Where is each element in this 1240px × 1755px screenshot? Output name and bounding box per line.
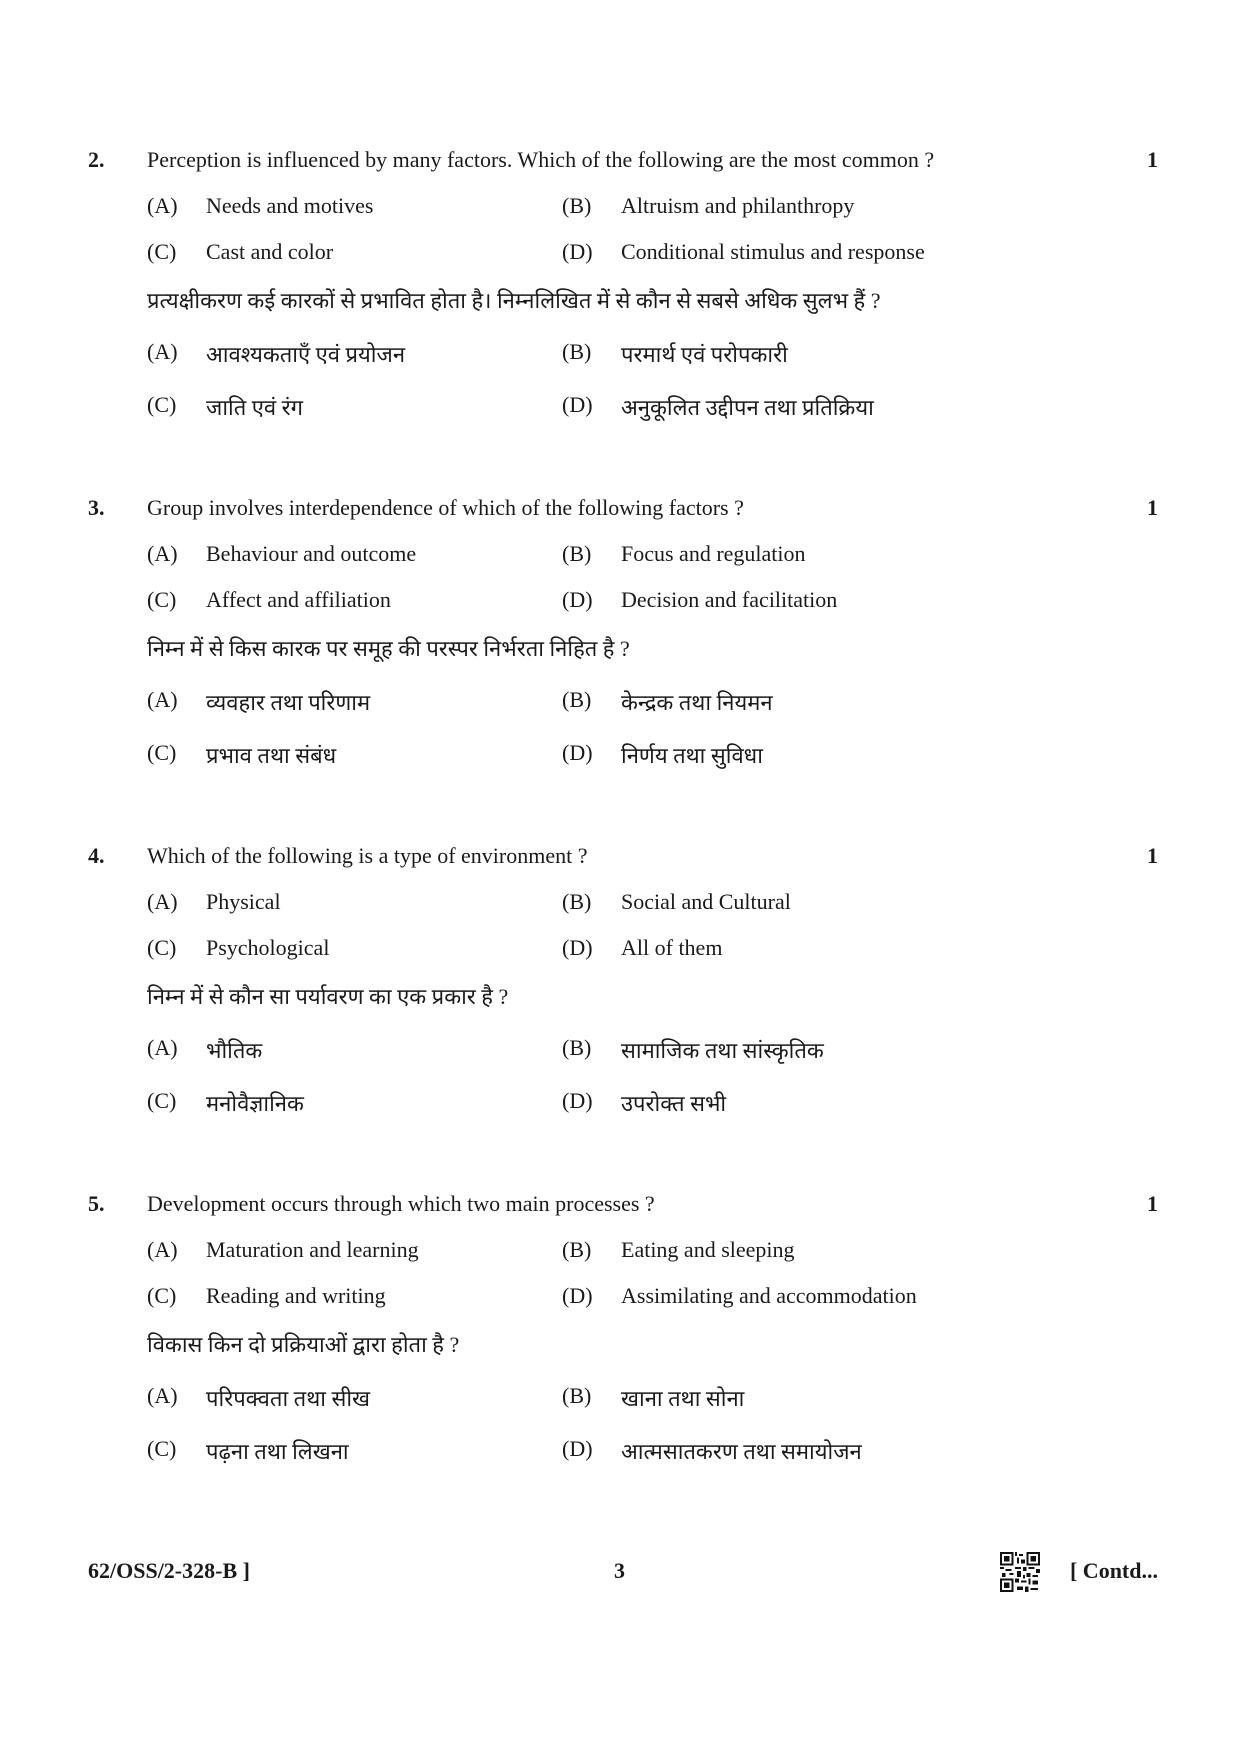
- option-letter: (C): [147, 392, 177, 417]
- option-text: Conditional stimulus and response: [621, 239, 925, 264]
- option-text: Behaviour and outcome: [206, 541, 417, 566]
- option-text: Needs and motives: [206, 193, 374, 218]
- option-text: Focus and regulation: [621, 541, 806, 566]
- question-3: [88, 495, 1158, 793]
- option-text: भौतिक: [206, 1038, 263, 1063]
- option-letter: (D): [562, 392, 593, 417]
- question-number: 4.: [88, 843, 105, 868]
- option-letter: (A): [147, 541, 178, 566]
- question-text: Development occurs through which two main processes ?: [147, 1191, 655, 1216]
- question-text-hindi: निम्न में से किस कारक पर समूह की परस्पर निर्भरता निहित है ?: [147, 636, 630, 661]
- option-text: Reading and writing: [206, 1283, 386, 1308]
- option-row: [88, 1237, 1158, 1283]
- option-text: Affect and affiliation: [206, 587, 391, 612]
- continued-label: [ Contd...: [1069, 1558, 1158, 1583]
- option-letter: (A): [147, 193, 178, 218]
- question-marks: 1: [1147, 495, 1158, 520]
- option-letter: (D): [562, 1283, 593, 1308]
- option-letter: (C): [147, 1283, 177, 1308]
- option-row: [88, 193, 1158, 239]
- option-letter: (C): [147, 935, 177, 960]
- option-row-hindi: [88, 392, 1158, 445]
- option-text: सामाजिक तथा सांस्कृतिक: [621, 1038, 824, 1063]
- option-text: आवश्यकताएँ एवं प्रयोजन: [206, 342, 406, 367]
- option-text: प्रभाव तथा संबंध: [206, 743, 337, 768]
- option-row-hindi: [88, 1035, 1158, 1088]
- option-letter: (B): [562, 339, 592, 364]
- question-number: 2.: [88, 147, 105, 172]
- question-4: [88, 843, 1158, 1141]
- option-letter: (A): [147, 687, 178, 712]
- option-letter: (C): [147, 1436, 177, 1461]
- option-row: [88, 239, 1158, 285]
- option-text: व्यवहार तथा परिणाम: [206, 690, 371, 715]
- option-text: Psychological: [206, 935, 330, 960]
- qr-code-icon: [1000, 1552, 1040, 1592]
- option-letter: (D): [562, 587, 593, 612]
- option-letter: (B): [562, 1237, 592, 1262]
- option-row: [88, 935, 1158, 981]
- option-letter: (D): [562, 239, 593, 264]
- option-row: [88, 541, 1158, 587]
- option-text: केन्द्रक तथा नियमन: [621, 690, 773, 715]
- question-marks: 1: [1147, 843, 1158, 868]
- question-number: 5.: [88, 1191, 105, 1216]
- option-row: [88, 1283, 1158, 1329]
- question-number: 3.: [88, 495, 105, 520]
- option-row: [88, 889, 1158, 935]
- option-text: Decision and facilitation: [621, 587, 838, 612]
- option-row-hindi: [88, 1383, 1158, 1436]
- option-text: Social and Cultural: [621, 889, 791, 914]
- option-text: निर्णय तथा सुविधा: [621, 743, 763, 768]
- question-text-hindi: विकास किन दो प्रक्रियाओं द्वारा होता है ?: [147, 1332, 460, 1357]
- question-text: Which of the following is a type of environment ?: [147, 843, 588, 868]
- option-text: Maturation and learning: [206, 1237, 419, 1262]
- option-letter: (A): [147, 1035, 178, 1060]
- option-text: खाना तथा सोना: [621, 1386, 745, 1411]
- option-text: अनुकूलित उद्दीपन तथा प्रतिक्रिया: [621, 395, 874, 420]
- option-letter: (B): [562, 1383, 592, 1408]
- page-number: 3: [614, 1558, 625, 1583]
- option-text: Cast and color: [206, 239, 334, 264]
- option-letter: (B): [562, 889, 592, 914]
- paper-code: 62/OSS/2-328-B ]: [88, 1558, 250, 1583]
- question-5: [88, 1191, 1158, 1489]
- option-letter: (C): [147, 239, 177, 264]
- option-letter: (B): [562, 541, 592, 566]
- option-text: Eating and sleeping: [621, 1237, 795, 1262]
- page-footer: [88, 1558, 1158, 1598]
- question-text-hindi: प्रत्यक्षीकरण कई कारकों से प्रभावित होता है। निम्नलिखित में से कौन से सबसे अधिक सुलभ हैं ?: [147, 288, 881, 313]
- option-row: [88, 587, 1158, 633]
- option-text: पढ़ना तथा लिखना: [206, 1439, 349, 1464]
- option-letter: (A): [147, 1237, 178, 1262]
- option-text: उपरोक्त सभी: [621, 1091, 727, 1116]
- option-text: All of them: [621, 935, 723, 960]
- question-text: Group involves interdependence of which of the following factors ?: [147, 495, 744, 520]
- option-text: Assimilating and accommodation: [621, 1283, 917, 1308]
- option-row-hindi: [88, 339, 1158, 392]
- option-letter: (D): [562, 1436, 593, 1461]
- option-row-hindi: [88, 740, 1158, 793]
- option-letter: (A): [147, 889, 178, 914]
- option-letter: (B): [562, 1035, 592, 1060]
- option-letter: (A): [147, 1383, 178, 1408]
- option-letter: (C): [147, 1088, 177, 1113]
- option-letter: (B): [562, 193, 592, 218]
- question-text-hindi: निम्न में से कौन सा पर्यावरण का एक प्रकार है ?: [147, 984, 509, 1009]
- option-letter: (D): [562, 935, 593, 960]
- option-text: मनोवैज्ञानिक: [206, 1091, 304, 1116]
- option-text: परिपक्वता तथा सीख: [206, 1386, 371, 1411]
- option-letter: (D): [562, 1088, 593, 1113]
- option-letter: (D): [562, 740, 593, 765]
- question-text: Perception is influenced by many factors. Which of the following are the most common ?: [147, 147, 935, 172]
- option-row-hindi: [88, 687, 1158, 740]
- option-letter: (A): [147, 339, 178, 364]
- option-text: Physical: [206, 889, 281, 914]
- option-row-hindi: [88, 1088, 1158, 1141]
- option-text: परमार्थ एवं परोपकारी: [621, 342, 788, 367]
- question-2: [88, 147, 1158, 445]
- option-letter: (C): [147, 740, 177, 765]
- question-marks: 1: [1147, 1191, 1158, 1216]
- option-letter: (B): [562, 687, 592, 712]
- option-text: आत्मसातकरण तथा समायोजन: [621, 1439, 862, 1464]
- option-text: जाति एवं रंग: [206, 395, 304, 420]
- question-marks: 1: [1147, 147, 1158, 172]
- option-text: Altruism and philanthropy: [621, 193, 855, 218]
- option-row-hindi: [88, 1436, 1158, 1489]
- option-letter: (C): [147, 587, 177, 612]
